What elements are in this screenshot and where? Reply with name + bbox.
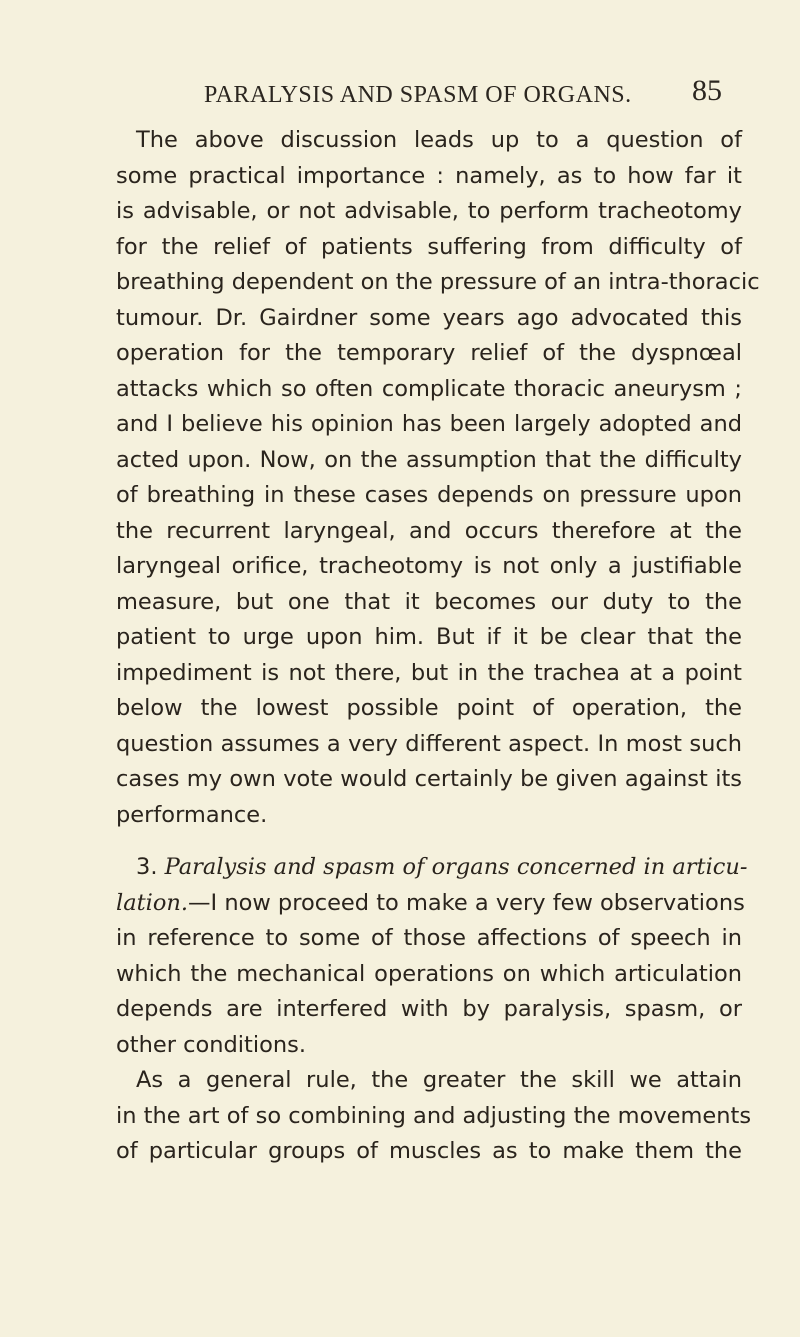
text-line: impediment is not there, but in the trachea at a point bbox=[116, 659, 742, 686]
text-line: which the mechanical operations on which articulation bbox=[116, 960, 742, 987]
text-line: in reference to some of those affections of speech in bbox=[116, 925, 742, 951]
text-line: laryngeal orifice, tracheotomy is not only a justifiable bbox=[116, 553, 742, 579]
text-line: some practical importance : namely, as to how far it bbox=[116, 162, 742, 189]
paragraph-gap bbox=[116, 833, 742, 850]
text-line: operation for the temporary relief of the dyspnœal bbox=[116, 340, 742, 366]
body-text bbox=[116, 123, 760, 1170]
paragraph-general-rule bbox=[116, 1063, 752, 1170]
text-line: acted upon. Now, on the assumption that the difficulty bbox=[116, 446, 742, 473]
section-number: 3. bbox=[136, 854, 158, 880]
text-line: of particular groups of muscles as to make them the bbox=[116, 1138, 742, 1164]
text-line: attacks which so often complicate thoracic aneurysm ; bbox=[116, 375, 742, 402]
text-line: for the relief of patients suffering from difficulty of bbox=[116, 233, 742, 260]
paragraph-articulation bbox=[116, 850, 748, 1063]
text-line: depends are interfered with by paralysis, spasm, or bbox=[116, 996, 742, 1022]
text-line: in the art of so combining and adjusting the movements bbox=[116, 1102, 752, 1129]
section-heading-continued: lation. bbox=[116, 889, 189, 916]
running-title: PARALYSIS AND SPASM OF ORGANS. bbox=[204, 82, 632, 108]
text-line bbox=[116, 886, 745, 922]
text-run: —I now proceed to make a very few observations bbox=[188, 889, 745, 916]
text-line: breathing dependent on the pressure of an intra-thoracic bbox=[116, 269, 760, 295]
section-heading-line bbox=[116, 850, 748, 886]
text-line: question assumes a very different aspect. In most such bbox=[116, 730, 742, 757]
text-line: performance. bbox=[116, 801, 268, 828]
text-line: The above discussion leads up to a question of bbox=[136, 127, 742, 153]
text-line: cases my own vote would certainly be given against its bbox=[116, 766, 742, 792]
text-line: of breathing in these cases depends on pressure upon bbox=[116, 482, 742, 508]
page-number: 85 bbox=[692, 74, 722, 107]
section-heading: Paralysis and spasm of organs concerned in articu- bbox=[164, 854, 748, 880]
text-line: below the lowest possible point of operation, the bbox=[116, 695, 742, 721]
text-line: the recurrent laryngeal, and occurs therefore at the bbox=[116, 517, 742, 544]
text-line: is advisable, or not advisable, to perform tracheotomy bbox=[116, 198, 742, 224]
paragraph-discussion bbox=[116, 123, 760, 833]
text-line: As a general rule, the greater the skill we attain bbox=[136, 1067, 742, 1093]
text-line: and I believe his opinion has been largely adopted and bbox=[116, 411, 742, 437]
text-line: tumour. Dr. Gairdner some years ago advocated this bbox=[116, 304, 742, 331]
text-line: measure, but one that it becomes our duty to the bbox=[116, 588, 742, 615]
text-line: patient to urge upon him. But if it be clear that the bbox=[116, 624, 742, 650]
page-header bbox=[0, 74, 800, 114]
text-line: other conditions. bbox=[116, 1031, 306, 1058]
